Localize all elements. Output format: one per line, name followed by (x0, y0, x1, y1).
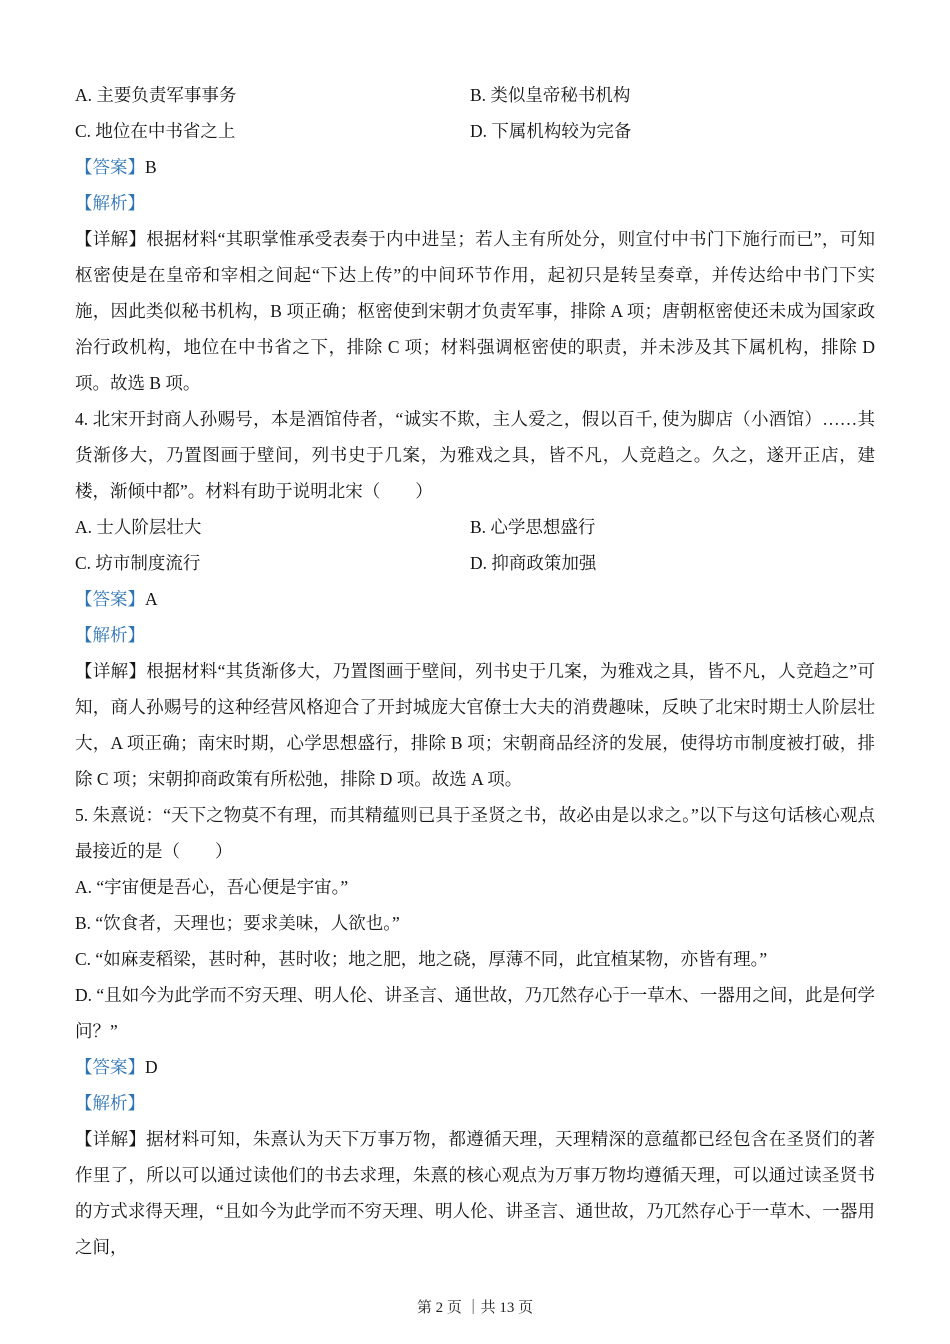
q5-answer-value: D (145, 1057, 158, 1077)
detail-label: 【详解】 (75, 661, 147, 681)
detail-label: 【详解】 (75, 1129, 147, 1149)
q3-detail-paragraph (75, 221, 875, 401)
q4-detail-paragraph (75, 653, 875, 797)
analysis-label: 【解析】 (75, 193, 145, 213)
q4-option-c: C. 坊市制度流行 (75, 553, 201, 573)
page-content (75, 77, 875, 1265)
q5-answer-line (75, 1049, 875, 1085)
analysis-label: 【解析】 (75, 625, 145, 645)
detail-label: 【详解】 (75, 229, 147, 249)
q4-option-a: A. 士人阶层壮大 (75, 517, 202, 537)
analysis-label: 【解析】 (75, 1093, 145, 1113)
q5-option-c: C. “如麻麦稻梁，甚时种，甚时收；地之肥，地之硗，厚薄不同，此宜植某物，亦皆有理。” (75, 949, 768, 969)
q4-answer-value: A (145, 589, 158, 609)
q3-options-row-1 (75, 77, 875, 113)
answer-label: 【答案】 (75, 1057, 145, 1077)
q5-stem: 5. 朱熹说：“天下之物莫不有理，而其精蕴则已具于圣贤之书，故必由是以求之。”以下与这句话核心观点最接近的是（ ） (75, 805, 876, 861)
q4-options-row-1 (75, 509, 875, 545)
q5-analysis-line (75, 1085, 875, 1121)
q5-option-d: D. “且如今为此学而不穷天理、明人伦、讲圣言、通世故，乃兀然存心于一草木、一器用之间，此是何学问？” (75, 985, 875, 1041)
q4-analysis-line (75, 617, 875, 653)
answer-label: 【答案】 (75, 157, 145, 177)
q5-detail-text: 据材料可知，朱熹认为天下万事万物，都遵循天理，天理精深的意蕴都已经包含在圣贤们的著作里了，所以可以通过读他们的书去求理，朱熹的核心观点为万事万物均遵循天理，可以通过读圣贤书的方式求得天理，“且如今为此学而不穷天理、明人伦、讲圣言、通世故，乃兀然存心于一草木、一器用之间， (75, 1129, 876, 1257)
q3-option-a: A. 主要负责军事事务 (75, 85, 237, 105)
q3-answer-line (75, 149, 875, 185)
q3-answer-value: B (145, 157, 157, 177)
q5-option-a: A. “宇宙便是吾心，吾心便是宇宙。” (75, 877, 349, 897)
q3-options-row-2 (75, 113, 875, 149)
q4-option-d: D. 抑商政策加强 (470, 553, 597, 573)
q3-detail-text: 根据材料“其职掌惟承受表奏于内中进呈；若人主有所处分，则宣付中书门下施行而已”，可知枢密使是在皇帝和宰相之间起“下达上传”的中间环节作用，起初只是转呈奏章，并传达给中书门下实施，因此类似秘书机构，B 项正确；枢密使到宋朝才负责军事，排除 A 项；唐朝枢密使还未成为国家政治行政机构，地位在中书省之下，排除 C 项；材料强调枢密使的职责，并未涉及其下属机构，排除 D 项。故选 B 项。 (75, 229, 875, 393)
q5-option-b: B. “饮食者，天理也；要求美味，人欲也。” (75, 913, 400, 933)
q4-option-b: B. 心学思想盛行 (470, 517, 596, 537)
answer-label: 【答案】 (75, 589, 145, 609)
q5-detail-paragraph (75, 1121, 875, 1265)
page-footer: 第 2 页 ｜共 13 页 (416, 1300, 534, 1316)
q4-stem: 4. 北宋开封商人孙赐号，本是酒馆侍者，“诚实不欺，主人爱之，假以百千, 使为脚店（小酒馆）……其货渐侈大，乃置图画于壁间，列书史于几案，为雅戏之具，皆不凡，人竞趋之。久之，遂开正店，建楼，渐倾中都”。材料有助于说明北宋（ ） (75, 409, 875, 501)
q3-option-c: C. 地位在中书省之上 (75, 121, 236, 141)
q4-detail-text: 根据材料“其货渐侈大，乃置图画于壁间，列书史于几案，为雅戏之具，皆不凡，人竞趋之”可知，商人孙赐号的这种经营风格迎合了开封城庞大官僚士大夫的消费趣味，反映了北宋时期士人阶层壮大，A 项正确；南宋时期，心学思想盛行，排除 B 项；宋朝商品经济的发展，使得坊市制度被打破，排除 C 项；宋朝抑商政策有所松弛，排除 D 项。故选 A 项。 (75, 661, 875, 789)
q3-option-d: D. 下属机构较为完备 (470, 121, 632, 141)
q3-analysis-line (75, 185, 875, 221)
q3-option-b: B. 类似皇帝秘书机构 (470, 85, 631, 105)
q4-options-row-2 (75, 545, 875, 581)
q4-answer-line (75, 581, 875, 617)
